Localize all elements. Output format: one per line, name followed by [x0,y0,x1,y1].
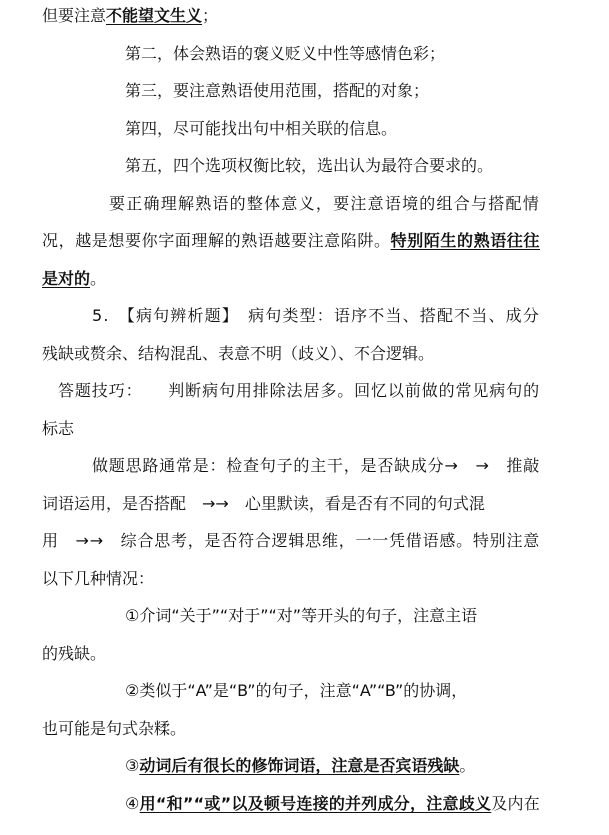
text-segment: 也可能是句式杂糅。 [42,718,187,738]
text-segment: 。 [459,756,476,775]
text-segment: 用 →→ 综合思考，是否符合逻辑思维，一一凭借语感。特别注意 [42,531,540,550]
text-line [125,72,429,110]
emphasis-text: 不能望文生义 [106,6,203,25]
emphasis-text: 动词后有很长的修饰词语，注意是否宾语残缺 [139,756,460,775]
text-segment: ③ [125,756,140,775]
text-segment: 要正确理解熟语的整体意义，要注意语境的组合与搭配情 [109,193,540,213]
text-segment: 第四，尽可能找出句中相关联的信息。 [125,118,398,138]
text-line [92,447,540,485]
text-segment: 答题技巧： 判断病句用排除法居多。回忆以前做的常见病句的 [58,381,540,400]
text-line [109,185,540,223]
text-line [42,635,106,673]
text-line [125,785,540,823]
text-segment: ①介词“关于”“对于”“对”等开头的句子，注意主语 [125,606,478,625]
text-segment: 以下几种情况： [42,568,155,588]
text-segment: 第五，四个选项权衡比较，选出认为最符合要求的。 [125,156,494,175]
text-segment: 词语运用，是否搭配 →→ 心里默读，看是否有不同的句式混 [42,493,485,513]
text-segment: 第三，要注意熟语使用范围，搭配的对象； [125,81,430,100]
text-line [42,410,74,448]
text-line [42,522,540,560]
text-segment: 况，越是想要你字面理解的熟语越要注意陷阱。 [42,231,391,250]
text-segment: 的残缺。 [42,643,107,663]
text-segment: 及内在 [491,793,540,813]
emphasis-text: 是对的 [42,268,91,288]
text-line [42,335,434,373]
text-segment: 第二，体会熟语的褒义贬义中性等感情色彩； [125,43,446,63]
text-segment: 。 [90,268,107,288]
text-line [42,485,485,523]
text-line [42,560,154,598]
text-line [125,597,477,635]
text-segment: ④ [125,793,140,813]
text-segment: 做题思路通常是：检查句子的主干，是否缺成分→ → 推敲 [92,456,540,475]
text-line [42,222,540,260]
emphasis-text: 特别陌生的熟语往往 [390,231,540,250]
emphasis-text: 用“和”“或”以及顿号连接的并列成分，注意歧义 [139,793,492,813]
text-line [42,260,106,298]
text-line [58,372,540,410]
text-line [125,110,397,148]
text-segment: ②类似于“A”是“B”的句子，注意“A”“B”的协调， [125,681,468,700]
text-segment: ； [202,6,219,25]
text-line [125,747,475,785]
text-line [42,0,218,35]
text-line [92,297,540,335]
text-line [125,35,445,73]
text-segment: 5. 【病句辨析题】 病句类型：语序不当、搭配不当、成分 [92,306,540,325]
text-line [125,147,493,185]
text-segment: 标志 [42,418,75,438]
text-line [42,710,186,748]
text-line [125,672,467,710]
text-segment: 残缺或赘余、结构混乱、表意不明（歧义）、不合逻辑。 [42,343,435,363]
text-segment: 但要注意 [42,6,107,25]
